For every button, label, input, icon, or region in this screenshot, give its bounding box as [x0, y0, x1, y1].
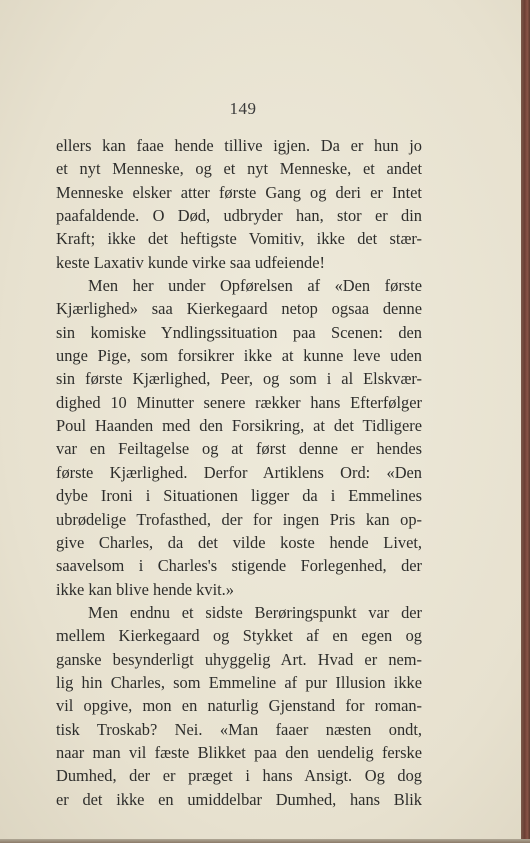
- text-line: Men endnu et sidste Berøringspunkt var der: [88, 602, 422, 622]
- text-line: lig hin Charles, som Emmeline af pur Illusion ikke: [56, 672, 422, 692]
- page-bottom-edge: [0, 839, 530, 843]
- text-line: paafaldende. O Død, udbryder han, stor er din: [56, 206, 422, 226]
- text-line: naar man vil fæste Blikket paa den uendelig ferske: [56, 742, 422, 762]
- text-line: er det ikke en umiddelbar Dumhed, hans Blik: [56, 789, 422, 809]
- text-line: mellem Kierkegaard og Stykket af en egen og: [56, 626, 422, 646]
- book-cover-edge: [521, 0, 530, 843]
- text-line: keste Laxativ kunde virke saa udfeiende!: [56, 252, 325, 272]
- text-line: ellers kan faae hende tillive igjen. Da er hun jo: [56, 136, 422, 155]
- text-line: første Kjærlighed. Derfor Artiklens Ord: «Den: [56, 462, 422, 482]
- text-line: ubrødelige Trofasthed, der for ingen Pris kan op-: [56, 509, 422, 529]
- text-line: ikke kan blive hende kvit.»: [56, 579, 234, 599]
- text-line: Men her under Opførelsen af «Den første: [88, 276, 422, 296]
- text-line: saavelsom i Charles's stigende Forlegenhed, der: [56, 556, 422, 576]
- text-line: var en Feiltagelse og at først denne er hendes: [56, 439, 422, 459]
- text-line: Kjærlighed» saa Kierkegaard netop ogsaa denne: [56, 299, 422, 319]
- text-line: dighed 10 Minutter senere rækker hans Efterfølger: [56, 392, 422, 412]
- text-line: dybe Ironi i Situationen ligger da i Emmelines: [56, 486, 422, 506]
- text-line: Menneske elsker atter første Gang og deri er Intet: [56, 182, 422, 202]
- text-line: tisk Troskab? Nei. «Man faaer næsten ondt,: [56, 719, 422, 739]
- text-line: et nyt Menneske, og et nyt Menneske, et andet: [56, 159, 422, 179]
- text-line: give Charles, da det vilde koste hende Livet,: [56, 532, 422, 552]
- text-line: sin komiske Yndlingssituation paa Scenen: den: [56, 322, 422, 342]
- text-line: Kraft; ikke det heftigste Vomitiv, ikke det stær-: [56, 229, 422, 249]
- text-line: ganske besynderligt uhyggelig Art. Hvad er nem-: [56, 649, 422, 669]
- text-line: Poul Haanden med den Forsikring, at det Tidligere: [56, 416, 422, 436]
- text-line: vil opgive, mon en naturlig Gjenstand for roman-: [56, 696, 422, 716]
- body-text: [56, 134, 422, 811]
- text-line: unge Pige, som forsikrer ikke at kunne leve uden: [56, 346, 422, 366]
- text-line: Dumhed, der er præget i hans Ansigt. Og dog: [56, 766, 422, 786]
- page-number: 149: [229, 99, 257, 118]
- text-line: sin første Kjærlighed, Peer, og som i al Elskvær-: [56, 369, 422, 389]
